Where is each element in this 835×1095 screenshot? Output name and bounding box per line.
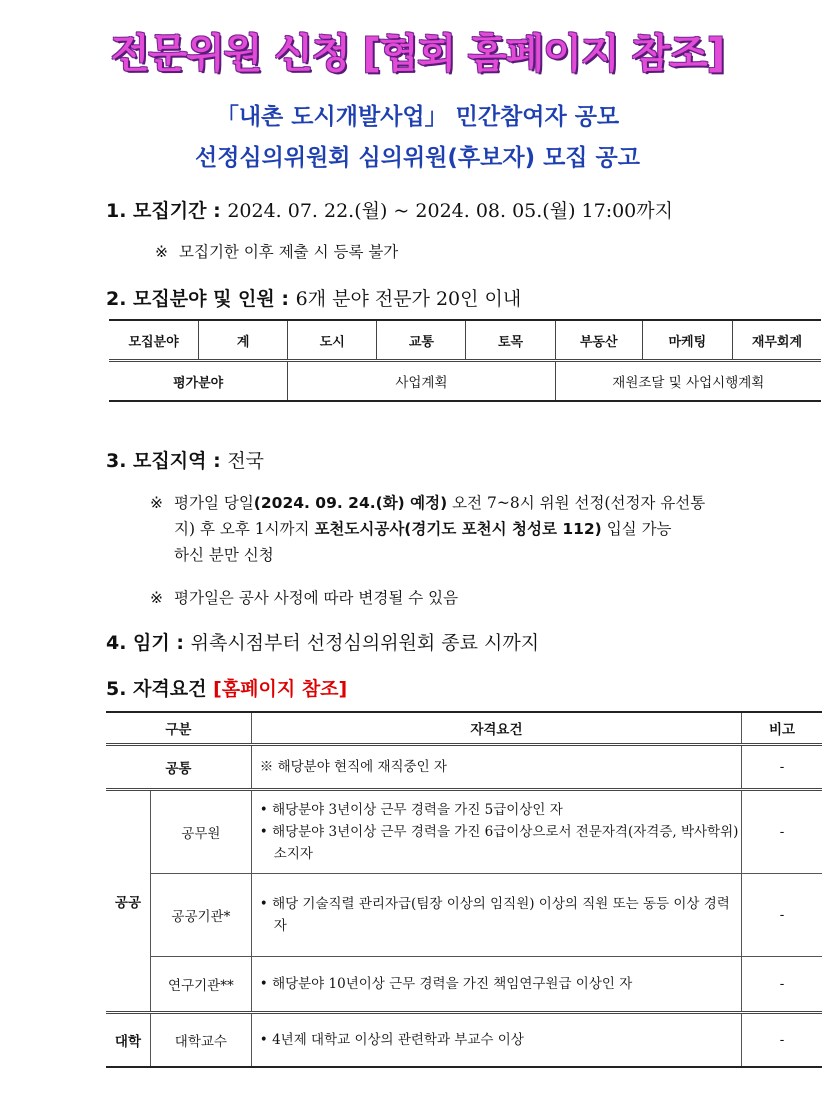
section-fields (106, 284, 521, 311)
section-term-label: 4. 임기 : (106, 632, 184, 654)
fields-table (109, 319, 821, 402)
table-cell (251, 790, 741, 874)
table-cell: - (742, 1013, 822, 1068)
section-region-value: 전국 (227, 450, 265, 472)
section-qualification-ref: [홈페이지 참조] (213, 678, 348, 700)
bullet-text: 4년제 대학교 이상의 관련학과 부교수 이상 (272, 1032, 524, 1048)
bullet-text: 해당분야 3년이상 근무 경력을 가진 6급이상으로서 전문자격(자격증, 박사학위) 소지자 (272, 824, 739, 862)
table-row (106, 712, 822, 745)
table-cell: 공공기관* (150, 874, 251, 957)
note-text: 오전 7~8시 위원 선정(선정자 유선통 (452, 494, 706, 512)
table-cell: 대학교수 (150, 1013, 251, 1068)
table-cell (251, 874, 741, 957)
table-cell: 교통 (377, 320, 466, 361)
note-mark: ※ (150, 494, 163, 512)
table-cell: - (742, 957, 822, 1013)
note-place: 포천도시공사(경기도 포천시 청성로 112) (314, 520, 602, 538)
table-cell: 재무회계 (732, 320, 821, 361)
note-text: 입실 가능 (606, 520, 672, 538)
table-cell: 마케팅 (642, 320, 732, 361)
table-cell: - (742, 874, 822, 957)
section-period-label: 1. 모집기간 : (106, 200, 221, 222)
note-text: 평가일은 공사 사정에 따라 변경될 수 있음 (174, 589, 459, 607)
section-region (106, 446, 264, 473)
banner-title: 전문위원 신청 [협회 홈페이지 참조] (110, 31, 725, 77)
table-cell: 공공 (106, 790, 150, 1013)
table-row (106, 957, 822, 1013)
note-date: (2024. 09. 24.(화) 예정) (253, 494, 448, 512)
table-cell: 대학 (106, 1013, 150, 1068)
table-header-cell: 비고 (742, 712, 822, 745)
table-cell: 재원조달 및 사업시행계획 (555, 361, 821, 402)
table-cell: 평가분야 (109, 361, 288, 402)
bullet-text: 해당분야 3년이상 근무 경력을 가진 5급이상인 자 (272, 802, 563, 818)
bullet-icon: • (259, 976, 268, 992)
table-cell: 공통 (106, 745, 251, 790)
section-period (106, 196, 673, 223)
bullet-icon: • (259, 802, 268, 818)
note-change (150, 586, 458, 608)
table-cell (251, 1013, 741, 1068)
section-fields-value: 6개 분야 전문가 20인 이내 (295, 288, 522, 310)
subtitle-recruit: 선정심의위원회 심의위원(후보자) 모집 공고 (195, 145, 640, 171)
table-cell (251, 957, 741, 1013)
bullet-text: 해당분야 10년이상 근무 경력을 가진 책임연구원급 이상인 자 (272, 976, 633, 992)
table-cell: 토목 (466, 320, 555, 361)
section-qualification (106, 674, 347, 701)
table-row (106, 1013, 822, 1068)
note-mark: ※ (150, 589, 163, 607)
note-text: 지) 후 오후 1시까지 (174, 520, 310, 538)
table-cell: ※ 해당분야 현직에 재직중인 자 (251, 745, 741, 790)
table-cell: 연구기관** (150, 957, 251, 1013)
table-header-cell: 자격요건 (251, 712, 741, 745)
note-text: 모집기한 이후 제출 시 등록 불가 (179, 243, 399, 261)
bullet-icon: • (259, 896, 268, 912)
bullet-icon: • (259, 824, 268, 840)
table-cell: - (742, 790, 822, 874)
table-cell: 사업계획 (288, 361, 555, 402)
table-cell: 모집분야 (109, 320, 199, 361)
table-row (109, 320, 821, 361)
bullet-text: 해당 기술직렬 관리자급(팀장 이상의 임직원) 이상의 직원 또는 동등 이상 경력자 (272, 896, 730, 934)
section-region-label: 3. 모집지역 : (106, 450, 221, 472)
table-row (106, 790, 822, 874)
bullet-icon: • (259, 1032, 268, 1048)
table-header-cell: 구분 (106, 712, 251, 745)
section-term (106, 628, 539, 655)
table-cell: 도시 (288, 320, 377, 361)
note-evaluation (150, 490, 705, 568)
table-cell: - (742, 745, 822, 790)
table-row (106, 874, 822, 957)
section-qualification-label: 5. 자격요건 (106, 678, 207, 700)
note-text: 하신 분만 신청 (174, 546, 274, 564)
qualification-table (106, 711, 822, 1068)
subtitle-project: 「내촌 도시개발사업」 민간참여자 공모 (215, 104, 620, 130)
note-deadline (155, 240, 398, 262)
section-fields-label: 2. 모집분야 및 인원 : (106, 288, 289, 310)
table-cell: 공무원 (150, 790, 251, 874)
section-period-value: 2024. 07. 22.(월) ~ 2024. 08. 05.(월) 17:00까지 (227, 200, 673, 222)
note-mark: ※ (155, 243, 168, 261)
note-text: 평가일 당일 (174, 494, 254, 512)
table-row (106, 745, 822, 790)
section-term-value: 위촉시점부터 선정심의위원회 종료 시까지 (190, 632, 540, 654)
table-cell: 계 (199, 320, 288, 361)
table-row (109, 361, 821, 402)
table-cell: 부동산 (555, 320, 642, 361)
